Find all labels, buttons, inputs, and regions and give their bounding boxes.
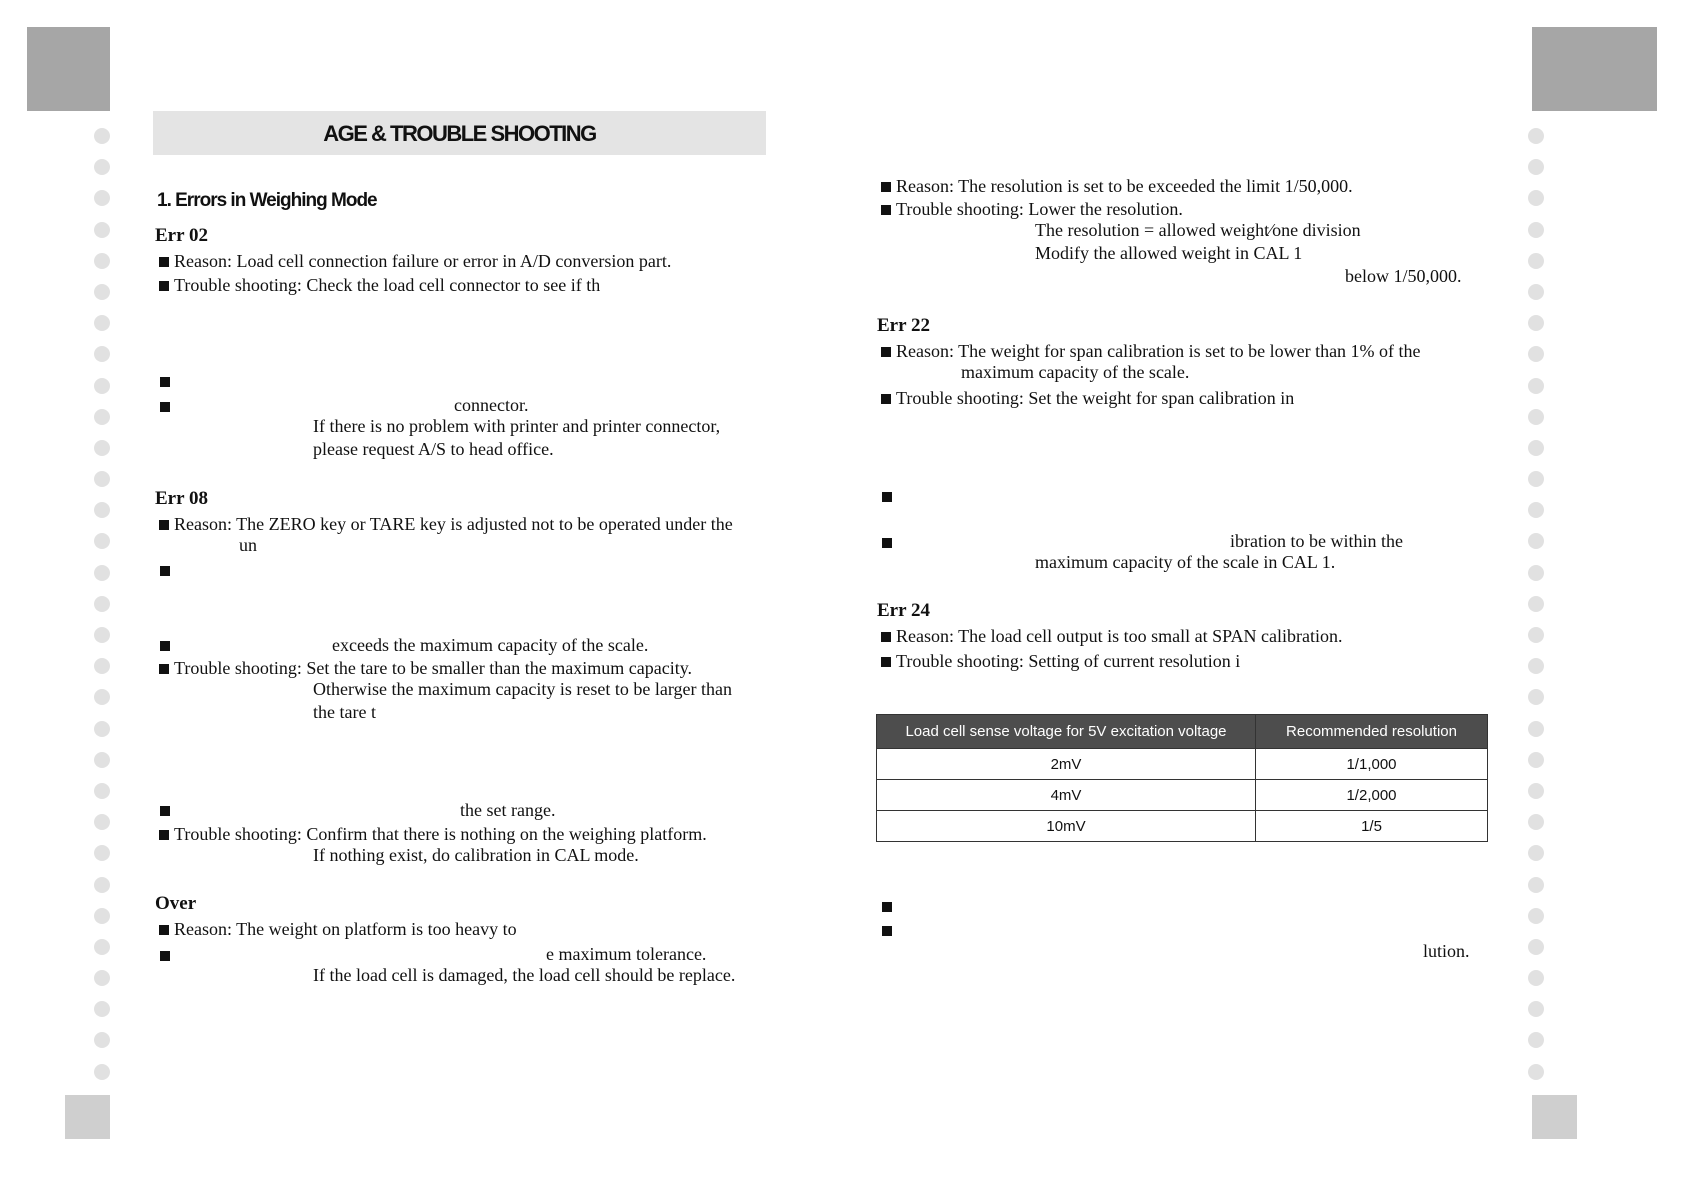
binding-hole <box>94 596 110 612</box>
binding-hole <box>94 440 110 456</box>
tail-fragment: lution. <box>1423 941 1470 961</box>
bottom-right-corner-block <box>1532 1095 1577 1139</box>
err02-trouble-text: Trouble shooting: Check the load cell connector to see if th <box>174 275 601 295</box>
binding-hole <box>1528 814 1544 830</box>
binding-hole <box>1528 752 1544 768</box>
bottom-left-corner-block <box>65 1095 110 1139</box>
binding-hole <box>94 939 110 955</box>
bullet-icon <box>881 205 891 215</box>
binding-hole <box>1528 471 1544 487</box>
tare-trouble-text: Trouble shooting: Set the tare to be smaller than the maximum capacity. <box>174 658 693 678</box>
binding-hole <box>1528 315 1544 331</box>
binding-hole <box>94 627 110 643</box>
binding-hole <box>94 877 110 893</box>
table-cell: 1/2,000 <box>1256 780 1488 811</box>
table-header-cell: Load cell sense voltage for 5V excitation voltage <box>877 715 1256 749</box>
binding-hole <box>1528 1001 1544 1017</box>
table-row <box>877 811 1488 842</box>
binding-hole <box>94 565 110 581</box>
binding-hole <box>1528 253 1544 269</box>
binding-hole <box>94 658 110 674</box>
err22-trouble-text: Trouble shooting: Set the weight for span calibration in <box>896 388 1295 408</box>
binding-hole <box>1528 346 1544 362</box>
binding-hole <box>1528 378 1544 394</box>
res-trouble <box>881 199 1183 220</box>
binding-hole <box>94 502 110 518</box>
table-cell: 1/1,000 <box>1256 749 1488 780</box>
tare-trouble <box>159 658 692 679</box>
binding-hole <box>1528 1032 1544 1048</box>
bullet-icon <box>159 830 169 840</box>
bullet-icon <box>160 402 170 412</box>
binding-hole <box>94 253 110 269</box>
over-frag1: e maximum tolerance. <box>546 944 707 964</box>
binding-hole <box>1528 284 1544 300</box>
tare-frag1: exceeds the maximum capacity of the scale. <box>332 635 649 655</box>
err08-reason <box>159 514 733 535</box>
tare-trouble-cont2: the tare t <box>313 702 376 722</box>
binding-hole <box>94 346 110 362</box>
binding-hole <box>1528 1064 1544 1080</box>
err08-reason-text: Reason: The ZERO key or TARE key is adjusted not to be operated under the <box>174 514 733 534</box>
res-line2: The resolution = allowed weight⁄one division <box>1035 220 1361 240</box>
table-header-cell: Recommended resolution <box>1256 715 1488 749</box>
bullet-icon <box>882 902 892 912</box>
binding-hole <box>94 845 110 861</box>
binding-hole <box>94 222 110 238</box>
over-frag2: If the load cell is damaged, the load cell should be replace. <box>313 965 736 985</box>
err24-trouble-text: Trouble shooting: Setting of current resolution i <box>896 651 1241 671</box>
zero-trouble-cont: If nothing exist, do calibration in CAL mode. <box>313 845 639 865</box>
bullet-icon <box>881 347 891 357</box>
err22-reason <box>881 341 1421 362</box>
binding-hole <box>1528 440 1544 456</box>
binding-hole <box>1528 409 1544 425</box>
bullet-icon <box>882 492 892 502</box>
bullet-icon <box>159 520 169 530</box>
over-reason-text: Reason: The weight on platform is too heavy to <box>174 919 517 939</box>
tare-trouble-cont1: Otherwise the maximum capacity is reset to be larger than <box>313 679 733 699</box>
res-reason-text: Reason: The resolution is set to be exceeded the limit 1/50,000. <box>896 176 1353 196</box>
binding-hole <box>1528 627 1544 643</box>
err02-code: Err 02 <box>155 225 208 246</box>
binding-hole <box>94 128 110 144</box>
binding-hole <box>1528 565 1544 581</box>
binding-hole <box>1528 845 1544 861</box>
binding-hole <box>94 409 110 425</box>
binding-hole <box>94 689 110 705</box>
bullet-icon <box>881 657 891 667</box>
res-line3: Modify the allowed weight in CAL 1 <box>1035 243 1303 263</box>
err08-code: Err 08 <box>155 488 208 509</box>
top-right-corner-block <box>1532 27 1657 111</box>
table-cell: 1/5 <box>1256 811 1488 842</box>
res-trouble-text: Trouble shooting: Lower the resolution. <box>896 199 1183 219</box>
binding-hole <box>94 1001 110 1017</box>
bullet-icon <box>160 377 170 387</box>
over-code: Over <box>155 893 197 914</box>
err24-trouble <box>881 651 1240 672</box>
binding-hole <box>94 970 110 986</box>
table-header-row <box>877 715 1488 749</box>
printer-frag3: please request A/S to head office. <box>313 439 554 459</box>
bullet-icon <box>160 566 170 576</box>
title-bar <box>153 111 766 155</box>
binding-hole <box>1528 190 1544 206</box>
resolution-table <box>876 714 1488 842</box>
err22-reason-text: Reason: The weight for span calibration is set to be lower than 1% of the <box>896 341 1421 361</box>
binding-hole <box>1528 783 1544 799</box>
table-row <box>877 749 1488 780</box>
table-row <box>877 780 1488 811</box>
binding-hole <box>94 721 110 737</box>
binding-hole <box>1528 658 1544 674</box>
table-cell: 4mV <box>877 780 1256 811</box>
err02-trouble <box>159 275 600 296</box>
bullet-icon <box>159 925 169 935</box>
binding-hole <box>1528 222 1544 238</box>
res-reason <box>881 176 1353 197</box>
binding-hole <box>94 190 110 206</box>
right-binding-holes <box>1528 128 1544 1095</box>
binding-hole <box>1528 159 1544 175</box>
binding-hole <box>1528 970 1544 986</box>
binding-hole <box>94 752 110 768</box>
binding-hole <box>94 1064 110 1080</box>
err02-reason <box>159 251 671 272</box>
bullet-icon <box>160 951 170 961</box>
binding-hole <box>94 378 110 394</box>
binding-hole <box>94 908 110 924</box>
err24-reason-text: Reason: The load cell output is too small at SPAN calibration. <box>896 626 1343 646</box>
binding-hole <box>1528 533 1544 549</box>
table-cell: 2mV <box>877 749 1256 780</box>
bullet-icon <box>159 257 169 267</box>
cal-frag1: ibration to be within the <box>1230 531 1403 551</box>
cal-frag2: maximum capacity of the scale in CAL 1. <box>1035 552 1336 572</box>
binding-hole <box>1528 689 1544 705</box>
binding-hole <box>94 1032 110 1048</box>
zero-trouble <box>159 824 707 845</box>
printer-frag2: If there is no problem with printer and printer connector, <box>313 416 721 436</box>
table-cell: 10mV <box>877 811 1256 842</box>
bullet-icon <box>882 538 892 548</box>
err22-code: Err 22 <box>877 315 930 336</box>
zero-trouble-text: Trouble shooting: Confirm that there is nothing on the weighing platform. <box>174 824 707 844</box>
bullet-icon <box>881 182 891 192</box>
err08-reason-cont: un <box>239 535 257 555</box>
binding-hole <box>94 533 110 549</box>
binding-hole <box>1528 502 1544 518</box>
err22-reason-cont: maximum capacity of the scale. <box>961 362 1190 382</box>
bullet-icon <box>160 806 170 816</box>
binding-hole <box>94 159 110 175</box>
binding-hole <box>1528 877 1544 893</box>
res-line4: below 1/50,000. <box>1345 266 1462 286</box>
printer-frag1: connector. <box>454 395 529 415</box>
binding-hole <box>1528 596 1544 612</box>
over-reason <box>159 919 517 940</box>
binding-hole <box>94 284 110 300</box>
bullet-icon <box>881 394 891 404</box>
binding-hole <box>1528 128 1544 144</box>
bullet-icon <box>159 664 169 674</box>
binding-hole <box>94 814 110 830</box>
binding-hole <box>1528 721 1544 737</box>
binding-hole <box>94 471 110 487</box>
err24-reason <box>881 626 1342 647</box>
binding-hole <box>1528 939 1544 955</box>
err02-reason-text: Reason: Load cell connection failure or error in A/D conversion part. <box>174 251 672 271</box>
top-left-corner-block <box>27 27 110 111</box>
binding-hole <box>94 783 110 799</box>
zero-frag1: the set range. <box>460 800 556 820</box>
bullet-icon <box>160 641 170 651</box>
page-title: AGE & TROUBLE SHOOTING <box>323 121 596 146</box>
bullet-icon <box>159 281 169 291</box>
err24-code: Err 24 <box>877 600 930 621</box>
left-binding-holes <box>94 128 110 1095</box>
section-heading: 1. Errors in Weighing Mode <box>157 190 377 211</box>
binding-hole <box>94 315 110 331</box>
binding-hole <box>1528 908 1544 924</box>
err22-trouble <box>881 388 1294 409</box>
bullet-icon <box>881 632 891 642</box>
bullet-icon <box>882 926 892 936</box>
